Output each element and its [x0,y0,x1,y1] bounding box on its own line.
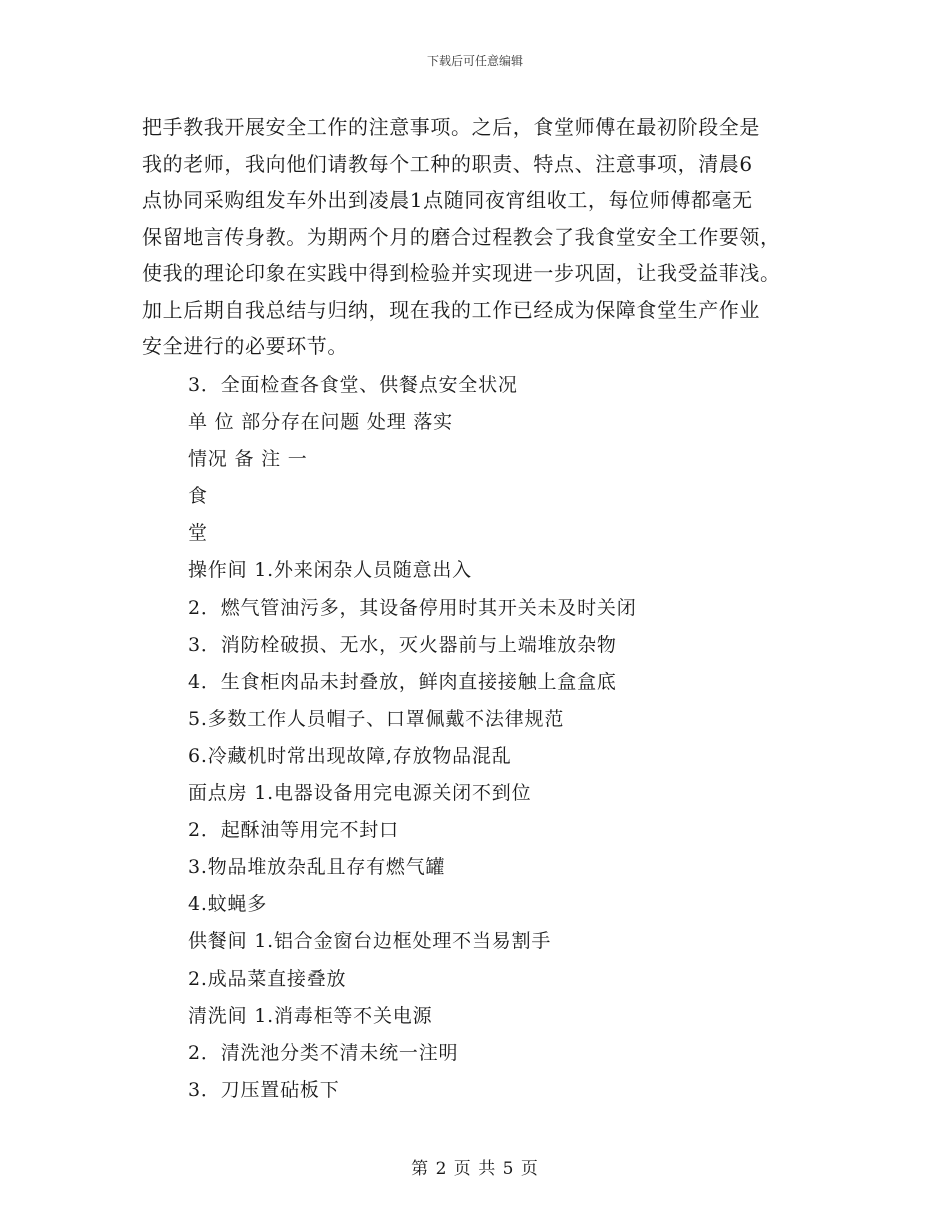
list-item: 堂 [188,522,208,545]
list-item: 供餐间 1.铝合金窗台边框处理不当易割手 [188,930,552,953]
list-item: 食 [188,485,208,508]
page-header: 下载后可任意编辑 [426,54,523,68]
paragraph-line: 使我的理论印象在实践中得到检验并实现进一步巩固，让我受益菲浅。 [142,261,781,285]
list-item: 操作间 1.外来闲杂人员随意出入 [188,559,472,582]
list-item: 2．清洗池分类不清未统一注明 [188,1041,459,1064]
paragraph-line: 加上后期自我总结与归纳，现在我的工作已经成为保障食堂生产作业 [142,297,760,322]
list-item: 3．刀压置砧板下 [188,1078,340,1101]
list-item: 2．起酥油等用完不封口 [188,819,399,842]
body-paragraph [142,109,822,365]
list-item: 3．消防栓破损、无水，灭火器前与上端堆放杂物 [188,633,617,656]
list-item: 3.物品堆放杂乱且存有燃气罐 [188,856,446,879]
list-item: 4．生食柜肉品未封叠放，鲜肉直接接触上盒盒底 [188,670,617,693]
list-item: 4.蚊蝇多 [188,893,268,916]
inspection-list [188,367,828,1109]
paragraph-line: 把手教我开展安全工作的注意事项。之后，食堂师傅在最初阶段全是 [142,115,760,139]
paragraph-line: 保留地言传身教。为期两个月的磨合过程教会了我食堂安全工作要领， [142,224,781,249]
paragraph-line: 点协同采购组发车外出到凌晨1点随同夜宵组收工，每位师傅都毫无 [142,188,753,212]
list-item: 面点房 1.电器设备用完电源关闭不到位 [188,782,532,805]
list-item: 清洗间 1.消毒柜等不关电源 [188,1004,433,1027]
list-item: 5.多数工作人员帽子、口罩佩戴不法律规范 [188,707,565,730]
list-item: 情况 备 注 一 [188,448,308,471]
list-item: 2．燃气管油污多，其设备停用时其开关未及时关闭 [188,596,637,619]
list-item: 单 位 部分存在问题 处理 落实 [188,411,453,434]
paragraph-line: 安全进行的必要环节。 [142,334,348,358]
paragraph-line: 我的老师，我向他们请教每个工种的职责、特点、注意事项，清晨6 [142,151,753,176]
list-item: 6.冷藏机时常出现故障,存放物品混乱 [188,744,512,767]
page-number-footer: 第 2 页 共 5 页 [411,1159,539,1179]
list-item: 2.成品菜直接叠放 [188,967,347,990]
list-item: 3．全面检查各食堂、供餐点安全状况 [188,374,518,396]
